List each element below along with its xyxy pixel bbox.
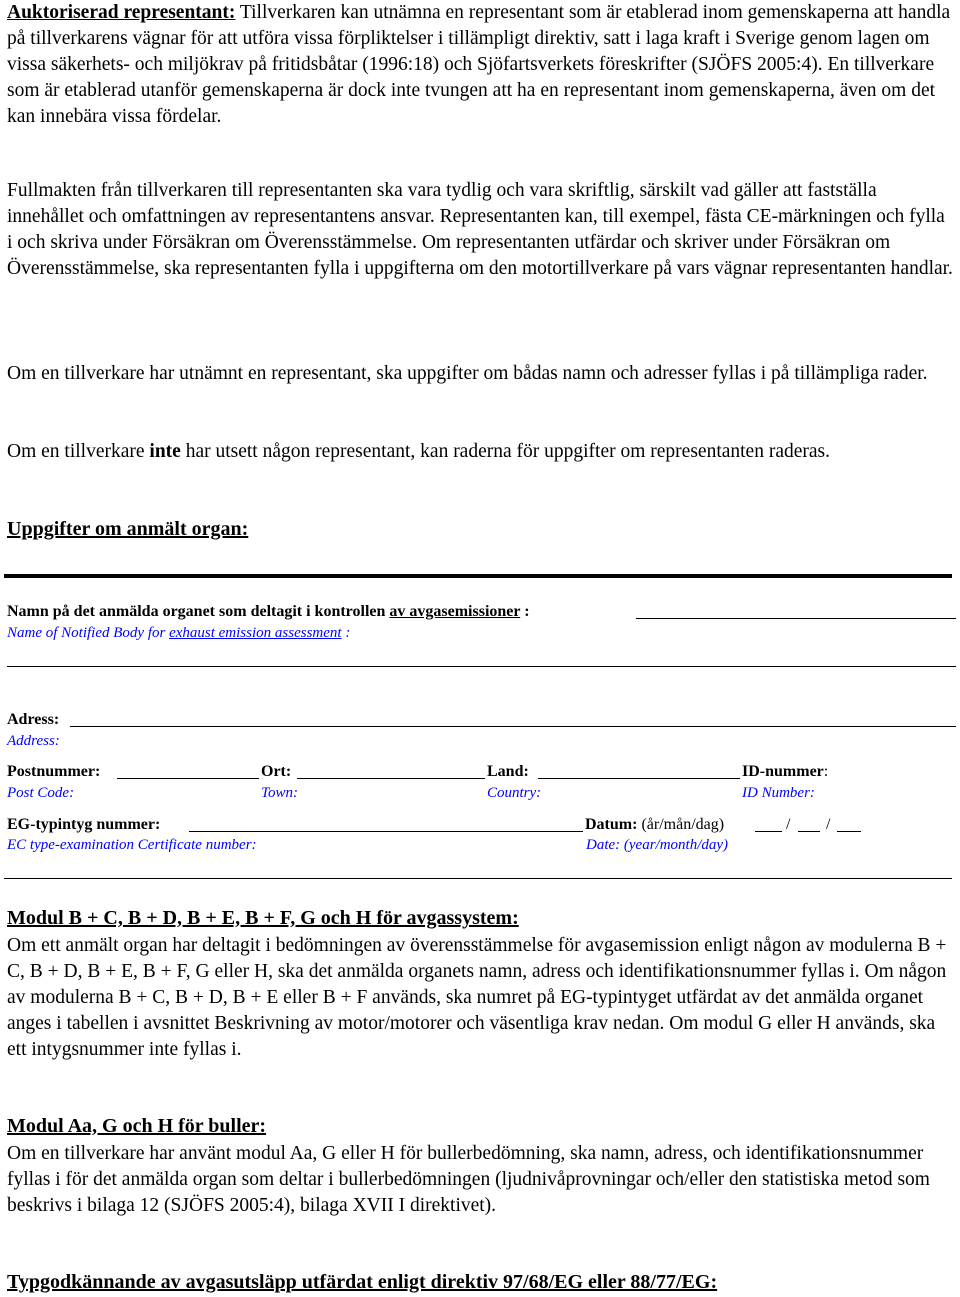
address-label: Adress: [7,711,60,728]
paragraph-representative-appointed: Om en tillverkare har utnämnt en representant, ska uppgifter om bådas namn och adresser fyllas i på tillämpliga rader. [7,363,928,384]
notified-body-name-field[interactable] [636,618,956,619]
paragraph-authorized-representative [7,0,955,130]
notified-body-name-label-part3: : [520,603,530,620]
country-field[interactable] [538,778,740,779]
town-label-en: Town: [261,785,298,801]
no-representative-emphasis: inte [149,441,181,462]
ec-certificate-label: EG-typintyg nummer: [7,816,161,833]
no-representative-after: har utsett någon representant, kan raderna för uppgifter om representanten raderas. [180,441,831,462]
paragraph-module-b: Om ett anmält organ har deltagit i bedömningen av överensstämmelse för avgasemission enligt någon av modulerna B + C, B + D, B + E, B + F, G eller H, ska det anmälda organets namn, adress och identifikationsnummer fyllas i. Om någon av modulerna B + C, B + D, B + E eller B + F används, ska numret på EG-typintyget utfärdat av det anmälda organet anges i tabellen i avsnittet Beskrivning av motor/motorer och väsentliga krav nedan. Om modul G eller H används, ska ett intygsnummer inte fyllas i. [7,935,947,1060]
authorized-representative-text: Tillverkaren kan utnämna en representant som är etablerad inom gemenskaperna att handla på tillverkarens vägnar för att utföra vissa förpliktelser i tillämpligt direktiv, satt i laga kraft i Sverige genom lagen om vissa säkerhets- och miljökrav på fritidsbåtar (1996:18) och Sjöfartsverkets föreskrifter (SJÖFS 2005:4). En tillverkare som är etablerad utanför gemenskaperna är dock inte tvungen att ha en representant inom gemenskaperna, även om det kan innebära vissa fördelar. [7,2,951,127]
notified-body-name-label-part2: av avgasemissioner [389,603,521,620]
date-format: (år/mån/dag) [637,816,725,833]
id-number-label [742,762,828,782]
address-field[interactable] [70,726,956,727]
town-label: Ort: [261,763,292,780]
postcode-label: Postnummer: [7,763,101,780]
notified-body-name-label-en [7,623,350,643]
address-label-en: Address: [7,733,60,749]
date-year-field[interactable] [755,831,782,832]
date-label-text: Datum: [585,816,638,833]
paragraph-no-representative [7,439,955,465]
date-separator-2: / [826,816,831,833]
date-en-label-text: Date: [586,837,621,853]
date-day-field[interactable] [837,831,861,832]
id-number-label-en: ID Number: [742,785,815,801]
date-separator-1: / [786,816,791,833]
heading-module-b: Modul B + C, B + D, B + E, B + F, G och H för avgassystem: [7,907,519,929]
notified-body-name-label [7,602,530,622]
notified-body-name-en-part1: Name of Notified Body for [7,625,170,641]
form-bottom-divider [4,878,952,879]
heading-type-approval: Typgodkännande av avgasutsläpp utfärdat enligt direktiv 97/68/EG eller 88/77/EG: [7,1271,718,1293]
postcode-field[interactable] [117,778,259,779]
country-label: Land: [487,763,529,780]
postcode-label-en: Post Code: [7,785,75,801]
notified-body-name-en-part2: exhaust emission assessment [169,625,342,641]
heading-module-aa: Modul Aa, G och H för buller: [7,1115,267,1137]
notified-body-name-label-part1: Namn på det anmälda organet som deltagit i kontrollen [7,603,390,620]
notified-body-name-en-part3: : [341,625,351,641]
date-label-en [586,835,728,855]
date-en-format: (year/month/day) [620,837,729,853]
notified-body-name-field-line2[interactable] [7,666,956,667]
ec-certificate-label-en: EC type-examination Certificate number: [7,837,257,853]
paragraph-power-of-attorney: Fullmakten från tillverkaren till representanten ska vara tydlig och vara skriftlig, särskilt vad gäller att fastställa innehållet och omfattningen av representantens ansvar. Representanten kan, till exempel, fästa CE-märkningen och fylla i och skriva under Försäkran om Överensstämmelse. Om representanten utfärdar och skriver under Försäkran om Överensstämmelse, ska representanten fylla i uppgifterna om den motortillverkare på vars vägnar representanten handlar. [7,180,953,279]
section-divider [4,574,952,578]
id-number-colon: : [823,763,829,780]
authorized-representative-label: Auktoriserad representant: [7,2,236,23]
heading-notified-body: Uppgifter om anmält organ: [7,518,249,540]
no-representative-before: Om en tillverkare [7,441,150,462]
id-number-label-text: ID-nummer [742,763,824,780]
date-label [585,815,724,835]
date-month-field[interactable] [798,831,820,832]
paragraph-module-aa: Om en tillverkare har använt modul Aa, G eller H för bullerbedömning, ska namn, adress, och identifikationsnummer fyllas i för det anmälda organ som deltar i bullerbedömningen (ljudnivåprovningar och/eller den statistiska metod som beskrivs i bilaga 12 (SJÖFS 2005:4), bilaga XVII I direktivet). [7,1143,930,1216]
country-label-en: Country: [487,785,542,801]
town-field[interactable] [297,778,485,779]
ec-certificate-field[interactable] [189,831,583,832]
